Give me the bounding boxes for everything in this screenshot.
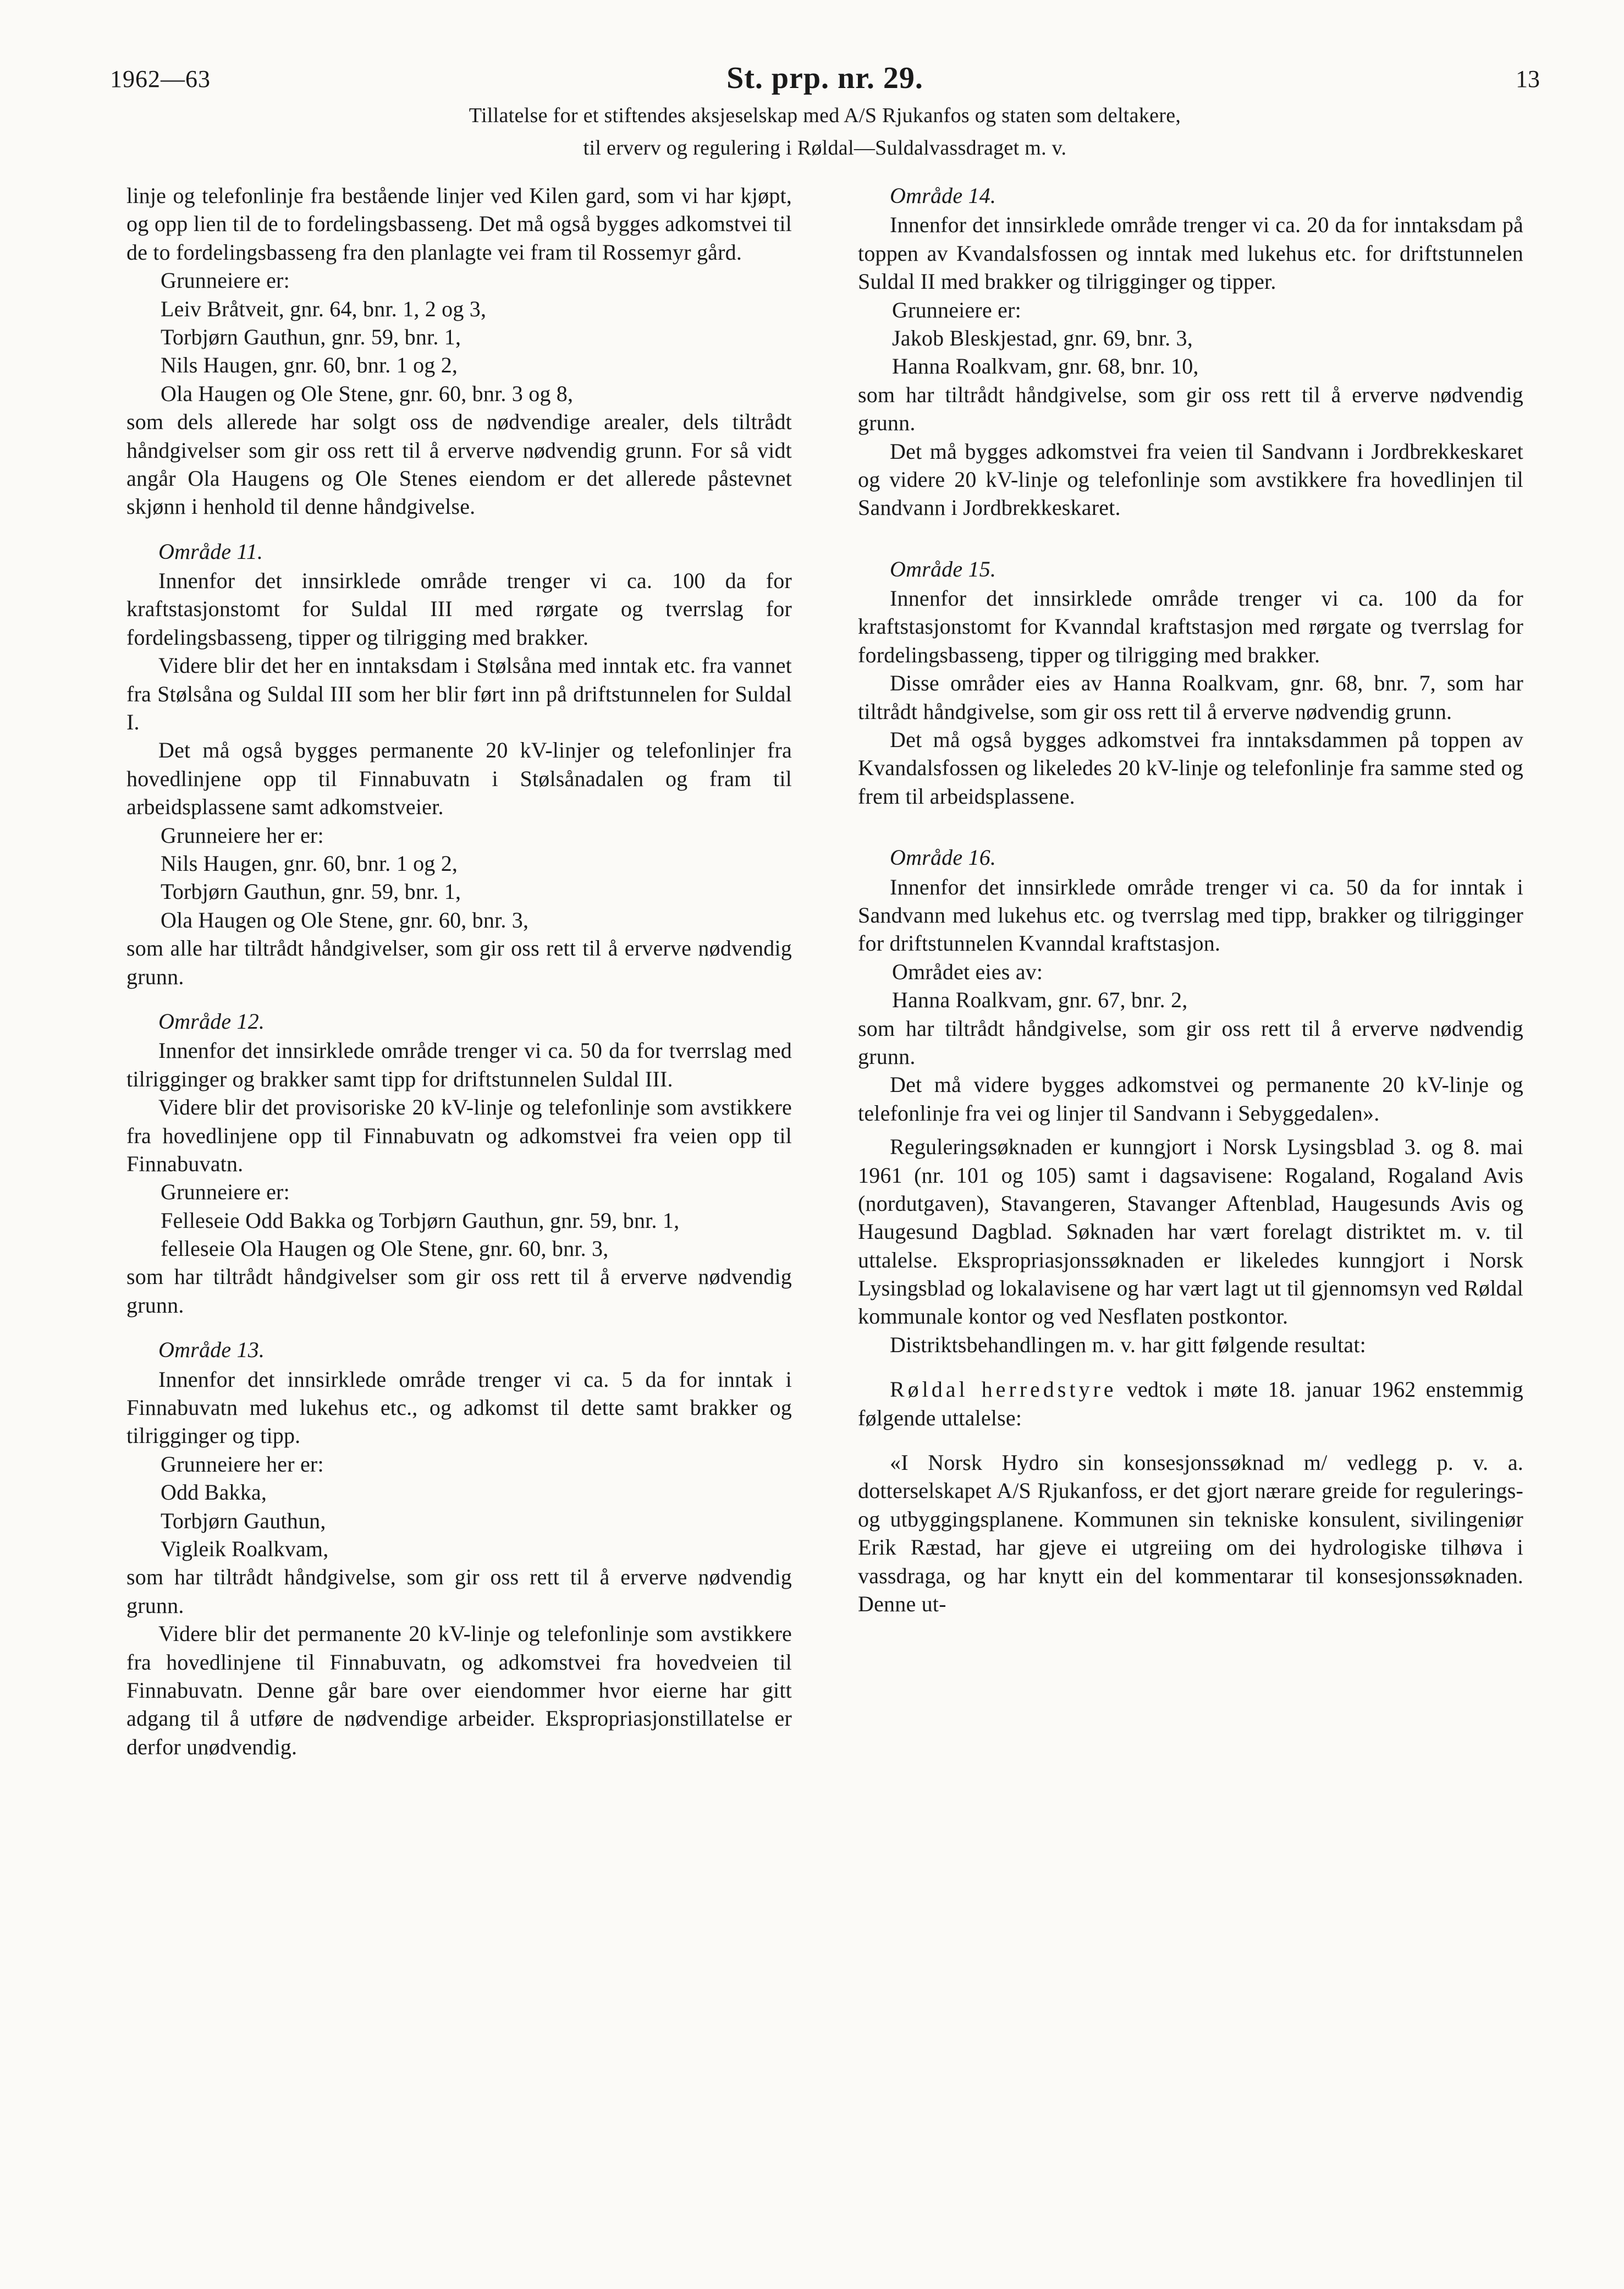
paragraph: Distriktsbehandlingen m. v. har gitt følgende resultat:: [890, 1332, 1366, 1357]
owners-label: Grunneiere her er:: [161, 822, 324, 848]
paragraph: som alle har tiltrådt håndgivelser, som gir oss rett til å erverve nødvendig grunn.: [126, 936, 792, 989]
owners-label: Grunneiere er:: [161, 1179, 290, 1205]
paragraph: Det må også bygges permanente 20 kV-linjer og telefonlinjer fra hovedlinjene opp til Finnabuvatn i Stølsånadalen og fram til arbeidsplassene samt adkomstveier.: [126, 738, 792, 820]
owner-entry: Nils Haugen, gnr. 60, bnr. 1 og 2,: [161, 850, 458, 876]
page-number: 13: [1516, 65, 1540, 92]
owner-entry: Vigleik Roalkvam,: [161, 1536, 329, 1561]
owners-label: Området eies av:: [892, 959, 1043, 984]
right-column: [858, 182, 1523, 1761]
paragraph: som har tiltrådt håndgivelse, som gir oss rett til å erverve nødvendig grunn.: [858, 382, 1523, 436]
owners-label: Grunneiere er:: [161, 268, 290, 293]
paragraph: Videre blir det provisoriske 20 kV-linje og telefonlinje som avstikkere fra hovedlinjene opp til Finnabuvatn og adkomstvei fra veien opp til Finnabuvatn.: [126, 1095, 792, 1176]
paragraph: Innenfor det innsirklede område trenger vi ca. 50 da for inntak i Sandvann med lukehus etc. og tverrslag med tipp, brakker og tilrigginger for driftstunnelen Kvanndal kraftstasjon.: [858, 874, 1523, 956]
page-header: [110, 61, 1540, 164]
area-heading: Område 16.: [890, 845, 997, 870]
owner-entry: Nils Haugen, gnr. 60, bnr. 1 og 2,: [161, 353, 458, 378]
paragraph: linje og telefonlinje fra bestående linjer ved Kilen gard, som vi har kjøpt, og opp lien til de to fordelingsbasseng. Det må også bygges adkomstvei til de to fordelingsbasseng fra den planlagte vei fram til Rossemyr gård.: [126, 183, 792, 265]
area-heading: Område 12.: [158, 1008, 265, 1034]
owners-label: Grunneiere er:: [892, 297, 1021, 322]
header-subtitle-line2: til erverv og regulering i Røldal—Suldalvassdraget m. v.: [583, 136, 1067, 160]
owner-entry: Odd Bakka,: [161, 1480, 267, 1505]
owners-label: Grunneiere her er:: [161, 1451, 324, 1476]
area-heading: Område 11.: [158, 539, 263, 564]
owner-entry: felleseie Ola Haugen og Ole Stene, gnr. 60, bnr. 3,: [161, 1236, 609, 1261]
paragraph: Det må videre bygges adkomstvei og permanente 20 kV-linje og telefonlinje fra vei og linjer til Sandvann i Sebyggedalen».: [858, 1072, 1523, 1126]
columns-container: [126, 182, 1523, 1761]
paragraph: Videre blir det permanente 20 kV-linje og telefonlinje som avstikkere fra hovedlinjene til Finnabuvatn, og adkomstvei fra hovedveien til Finnabuvatn. Denne går bare over eiendommer hvor eierne har gitt adgang til å utføre de nødvendige arbeider. Ekspropriasjonstillatelse er derfor unødvendig.: [126, 1621, 792, 1759]
paragraph: Innenfor det innsirklede område trenger vi ca. 100 da for kraftstasjonstomt for Kvanndal kraftstasjon med rørgate og tverrslag for fordelingsbasseng, tipper og tilrigging med brakker.: [858, 586, 1523, 667]
paragraph: Videre blir det her en inntaksdam i Stølsåna med inntak etc. fra vannet fra Stølsåna og Suldal III som her blir ført inn på driftstunnelen for Suldal I.: [126, 653, 792, 735]
paragraph: Innenfor det innsirklede område trenger vi ca. 5 da for inntak i Finnabuvatn med lukehus etc., og adkomst til dette samt brakker og tilrigginger og tipp.: [126, 1366, 792, 1448]
paragraph: som har tiltrådt håndgivelse, som gir oss rett til å erverve nødvendig grunn.: [126, 1565, 792, 1618]
owner-entry: Ola Haugen og Ole Stene, gnr. 60, bnr. 3 og 8,: [161, 381, 574, 406]
owner-entry: Ola Haugen og Ole Stene, gnr. 60, bnr. 3,: [161, 907, 529, 932]
owner-entry: Felleseie Odd Bakka og Torbjørn Gauthun, gnr. 59, bnr. 1,: [161, 1207, 680, 1233]
paragraph: som har tiltrådt håndgivelser som gir oss rett til å erverve nødvendig grunn.: [126, 1264, 792, 1318]
owner-entry: Jakob Bleskjestad, gnr. 69, bnr. 3,: [892, 325, 1193, 350]
header-subtitle-line1: Tillatelse for et stiftendes aksjeselskap med A/S Rjukanfos og staten som deltakere,: [469, 104, 1181, 127]
council-paragraph: [858, 1375, 1523, 1432]
header-year: 1962—63: [110, 65, 211, 92]
paragraph: Innenfor det innsirklede område trenger vi ca. 100 da for kraftstasjonstomt for Suldal III med rørgate og tverrslag for fordelingsbasseng, tipper og tilrigging med brakker.: [126, 568, 792, 650]
owner-entry: Torbjørn Gauthun,: [161, 1508, 326, 1533]
paragraph: Innenfor det innsirklede område trenger vi ca. 20 da for inntaksdam på toppen av Kvandalsfossen og inntak med lukehus etc. for driftstunnelen Suldal II med brakker og tilrigginger og tipper.: [858, 212, 1523, 294]
paragraph: Det må bygges adkomstvei fra veien til Sandvann i Jordbrekkeskaret og videre 20 kV-linje og telefonlinje som avstikkere fra hovedlinjen til Sandvann i Jordbrekkeskaret.: [858, 438, 1523, 520]
paragraph: Det må også bygges adkomstvei fra inntaksdammen på toppen av Kvandalsfossen og likeledes 20 kV-linje og telefonlinje fra samme sted og frem til arbeidsplassene.: [858, 727, 1523, 809]
paragraph: Reguleringsøknaden er kunngjort i Norsk Lysingsblad 3. og 8. mai 1961 (nr. 101 og 105) samt i dagsavisene: Rogaland, Rogaland Avis (nordutgaven), Stavangeren, Stavanger Aftenblad, Haugesunds Avis og Haugesund Dagblad. Søknaden har vært forelagt distriktet m. v. til uttalelse. Ekspropriasjonssøknaden er likeledes kunngjort i Norsk Lysingsblad og lokalavisene og har vært lagt ut til gjennomsyn ved Røldal kommunale kontor og ved Nesflaten postkontor.: [858, 1134, 1523, 1329]
area-heading: Område 14.: [890, 183, 997, 208]
area-heading: Område 13.: [158, 1337, 265, 1363]
council-text: vedtok i møte 18. januar 1962 enstemmig følgende uttalelse:: [858, 1377, 1523, 1430]
paragraph: Disse områder eies av Hanna Roalkvam, gnr. 68, bnr. 7, som har tiltrådt håndgivelse, som gir oss rett til å erverve nødvendig grunn.: [858, 671, 1523, 724]
owner-entry: Torbjørn Gauthun, gnr. 59, bnr. 1,: [161, 879, 461, 904]
council-name: Røldal herredstyre: [890, 1377, 1117, 1402]
paragraph: som dels allerede har solgt oss de nødvendige arealer, dels tiltrådt håndgivelser som gir oss rett til å erverve nødvendig grunn. For så vidt angår Ola Haugens og Ole Stenes eiendom er det allerede påstevnet skjønn i henhold til denne håndgivelse.: [126, 409, 792, 519]
paragraph: som har tiltrådt håndgivelse, som gir oss rett til å erverve nødvendig grunn.: [858, 1015, 1523, 1069]
owner-entry: Leiv Bråtveit, gnr. 64, bnr. 1, 2 og 3,: [161, 296, 487, 321]
owner-entry: Torbjørn Gauthun, gnr. 59, bnr. 1,: [161, 324, 461, 349]
quote-paragraph: «I Norsk Hydro sin konsesjonssøknad m/ vedlegg p. v. a. dotterselskapet A/S Rjukanfoss, er det gjort nærare greide for regulerings- og utbyggingsplanene. Kommunen sin tekniske konsulent, sivilingeniør Erik Ræstad, har gjeve ei utgreiing om dei hydrologiske tilhøva i vassdraga, og har knytt ein del kommentarar til konsesjonssøknaden. Denne ut-: [858, 1450, 1523, 1616]
header-title: St. prp. nr. 29.: [726, 61, 923, 95]
owner-entry: Hanna Roalkvam, gnr. 68, bnr. 10,: [892, 354, 1199, 379]
header-row: [110, 61, 1540, 99]
area-heading: Område 15.: [890, 556, 997, 581]
owner-entry: Hanna Roalkvam, gnr. 67, bnr. 2,: [892, 987, 1188, 1013]
paragraph: Innenfor det innsirklede område trenger vi ca. 50 da for tverrslag med tilrigginger og brakker samt tipp for driftstunnelen Suldal III.: [126, 1038, 792, 1091]
left-column: [126, 182, 792, 1761]
